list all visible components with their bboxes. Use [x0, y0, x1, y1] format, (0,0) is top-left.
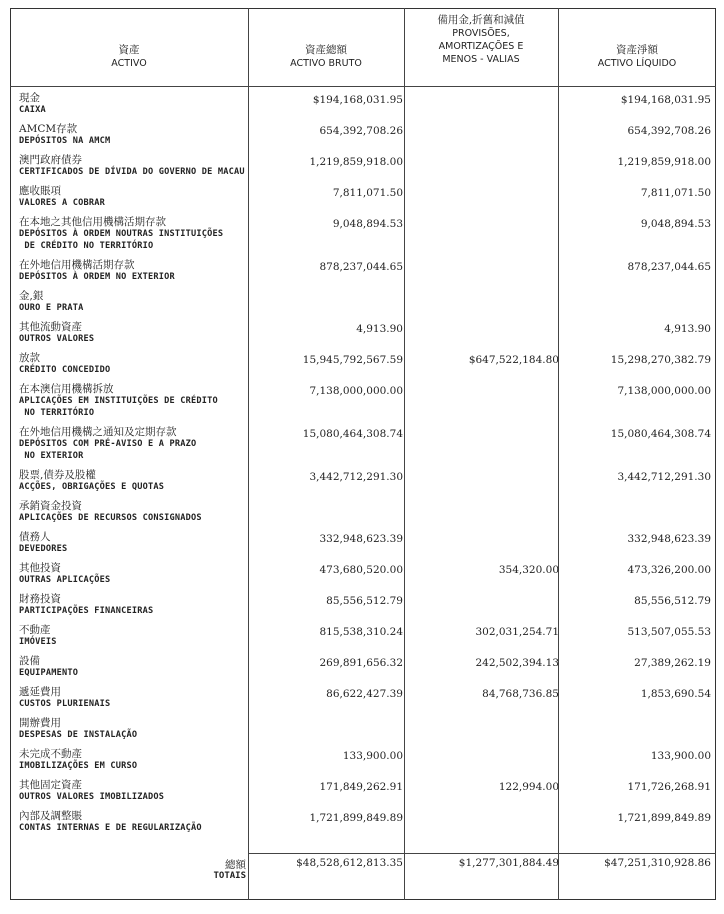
row-label-pt: DEVEDORES — [19, 544, 68, 554]
row-gross-value: 171,849,262.91 — [319, 781, 403, 793]
row-net-value: 7,138,000,000.00 — [617, 385, 711, 397]
row-label-pt: PARTICIPAÇÕES FINANCEIRAS — [19, 606, 154, 616]
totals-net: $47,251,310,928.86 — [604, 857, 711, 869]
header-net-zh: 資產淨額 — [616, 44, 658, 56]
header-asset — [10, 44, 248, 70]
row-net-value: 473,326,200.00 — [627, 564, 711, 576]
row-label-pt: OUTROS VALORES IMOBILIZADOS — [19, 792, 165, 802]
header-net-pt: ACTIVO LÍQUIDO — [597, 58, 677, 69]
row-label-pt: DEPÓSITOS À ORDEM NO EXTERIOR — [19, 272, 175, 282]
table-row — [10, 92, 716, 123]
row-gross-value: 15,080,464,308.74 — [302, 428, 403, 440]
table-row — [10, 686, 716, 717]
row-gross-value: 815,538,310.24 — [319, 626, 403, 638]
row-label-zh: 未完成不動產 — [19, 748, 82, 760]
row-label-pt: APLICAÇÕES EM INSTITUIÇÕES DE CRÉDITO NO TERRITÓRIO — [19, 396, 218, 418]
row-net-value: 15,080,464,308.74 — [610, 428, 711, 440]
header-asset-zh: 資產 — [118, 44, 140, 56]
row-label-zh: 在本地之其他信用機構活期存款 — [19, 216, 166, 228]
row-net-value: $194,168,031.95 — [620, 94, 711, 106]
row-gross-value: 15,945,792,567.59 — [302, 354, 403, 366]
row-label-pt: DEPÓSITOS À ORDEM NOUTRAS INSTITUIÇÕES DE CRÉDITO NO TERRITÓRIO — [19, 229, 224, 251]
table-row — [10, 469, 716, 500]
row-net-value: 1,853,690.54 — [640, 688, 711, 700]
header-provisions-pt3: MENOS - VALIAS — [442, 54, 520, 65]
row-net-value: 133,900.00 — [650, 750, 711, 762]
row-gross-value: 7,811,071.50 — [332, 187, 403, 199]
row-gross-value: 85,556,512.79 — [326, 595, 403, 607]
row-gross-value: $194,168,031.95 — [312, 94, 403, 106]
table-row — [10, 290, 716, 321]
row-gross-value: 878,237,044.65 — [319, 261, 403, 273]
row-net-value: 4,913.90 — [664, 323, 711, 335]
header-divider — [10, 86, 716, 87]
row-provisions-value: 302,031,254.71 — [475, 626, 559, 638]
table-row — [10, 154, 716, 185]
row-net-value: 9,048,894.53 — [640, 218, 711, 230]
header-provisions-zh: 備用金,折舊和減值 — [437, 14, 525, 26]
row-label-zh: 其他投資 — [19, 562, 61, 574]
row-label-zh: 放款 — [19, 352, 40, 364]
row-label-pt: CERTIFICADOS DE DÍVIDA DO GOVERNO DE MACAU — [19, 167, 245, 177]
table-row — [10, 123, 716, 154]
row-label-pt: OURO E PRATA — [19, 303, 84, 313]
row-label-pt: CAIXA — [19, 105, 46, 115]
row-label-zh: 開辦費用 — [19, 717, 61, 729]
totals-label-zh: 總額 — [225, 859, 246, 871]
row-label-pt: CRÉDITO CONCEDIDO — [19, 365, 111, 375]
row-gross-value: 654,392,708.26 — [319, 125, 403, 137]
table-row — [10, 593, 716, 624]
row-gross-value: 1,219,859,918.00 — [309, 156, 403, 168]
header-provisions-pt2: AMORTIZAÇÕES E — [438, 41, 524, 52]
totals-row — [10, 857, 716, 887]
table-row — [10, 810, 716, 841]
row-label-zh: 金,銀 — [19, 290, 44, 302]
table-row — [10, 383, 716, 426]
table-row — [10, 562, 716, 593]
header-gross-zh: 資產總額 — [305, 44, 347, 56]
row-gross-value: 7,138,000,000.00 — [309, 385, 403, 397]
row-gross-value: 9,048,894.53 — [332, 218, 403, 230]
header-provisions — [404, 14, 558, 66]
row-provisions-value: 242,502,394.13 — [475, 657, 559, 669]
table-row — [10, 352, 716, 383]
row-gross-value: 86,622,427.39 — [326, 688, 403, 700]
row-net-value: 1,219,859,918.00 — [617, 156, 711, 168]
row-label-zh: 債務人 — [19, 531, 51, 543]
row-label-zh: 應收賬項 — [19, 185, 61, 197]
row-net-value: 332,948,623.39 — [627, 533, 711, 545]
row-label-pt: OUTROS VALORES — [19, 334, 95, 344]
row-label-pt: IMÓVEIS — [19, 637, 57, 647]
table-row — [10, 216, 716, 259]
row-label-zh: 現金 — [19, 92, 40, 104]
totals-divider — [248, 853, 716, 854]
row-gross-value: 1,721,899,849.89 — [309, 812, 403, 824]
table-row — [10, 624, 716, 655]
row-net-value: 654,392,708.26 — [627, 125, 711, 137]
table-row — [10, 717, 716, 748]
row-label-pt: DEPÓSITOS COM PRÉ-AVISO E A PRAZO NO EXTERIOR — [19, 439, 197, 461]
totals-label-pt: TOTAIS — [213, 871, 246, 881]
row-label-zh: 內部及調整賬 — [19, 810, 82, 822]
table-row — [10, 500, 716, 531]
row-provisions-value: 122,994.00 — [498, 781, 559, 793]
row-label-pt: CONTAS INTERNAS E DE REGULARIZAÇÃO — [19, 823, 202, 833]
row-net-value: 15,298,270,382.79 — [610, 354, 711, 366]
row-gross-value: 332,948,623.39 — [319, 533, 403, 545]
table-row — [10, 426, 716, 469]
table-row — [10, 185, 716, 216]
row-net-value: 27,389,262.19 — [634, 657, 711, 669]
row-gross-value: 133,900.00 — [342, 750, 403, 762]
table-row — [10, 779, 716, 810]
row-label-pt: IMOBILIZAÇÕES EM CURSO — [19, 761, 138, 771]
row-label-pt: ACÇÕES, OBRIGAÇÕES E QUOTAS — [19, 482, 165, 492]
row-provisions-value: 84,768,736.85 — [482, 688, 559, 700]
row-net-value: 7,811,071.50 — [640, 187, 711, 199]
row-label-zh: 不動產 — [19, 624, 51, 636]
table-row — [10, 531, 716, 562]
row-gross-value: 3,442,712,291.30 — [309, 471, 403, 483]
table-row — [10, 748, 716, 779]
row-label-zh: 股票,債券及股權 — [19, 469, 96, 481]
header-gross — [248, 44, 404, 70]
row-label-zh: 其他流動資產 — [19, 321, 82, 333]
row-gross-value: 473,680,520.00 — [319, 564, 403, 576]
table-row — [10, 655, 716, 686]
row-gross-value: 4,913.90 — [356, 323, 403, 335]
row-net-value: 3,442,712,291.30 — [617, 471, 711, 483]
row-net-value: 85,556,512.79 — [634, 595, 711, 607]
row-label-pt: DESPESAS DE INSTALAÇÃO — [19, 730, 138, 740]
header-asset-pt: ACTIVO — [111, 58, 147, 69]
row-label-zh: AMCM存款 — [19, 123, 78, 135]
row-label-zh: 承銷資金投資 — [19, 500, 82, 512]
header-net — [558, 44, 716, 70]
row-label-zh: 在外地信用機構之通知及定期存款 — [19, 426, 177, 438]
row-label-zh: 在外地信用機構活期存款 — [19, 259, 135, 271]
row-label-zh: 澳門政府債券 — [19, 154, 82, 166]
row-net-value: 513,507,055.53 — [627, 626, 711, 638]
totals-provisions: $1,277,301,884.49 — [458, 857, 559, 869]
header-gross-pt: ACTIVO BRUTO — [290, 58, 362, 69]
row-label-pt: VALORES A COBRAR — [19, 198, 105, 208]
totals-gross: $48,528,612,813.35 — [296, 857, 403, 869]
row-net-value: 1,721,899,849.89 — [617, 812, 711, 824]
row-provisions-value: $647,522,184.80 — [468, 354, 559, 366]
header-provisions-pt1: PROVISÕES, — [452, 28, 510, 39]
row-label-zh: 其他固定資產 — [19, 779, 82, 791]
table-row — [10, 259, 716, 290]
row-net-value: 171,726,268.91 — [627, 781, 711, 793]
row-label-zh: 遞延費用 — [19, 686, 61, 698]
row-label-pt: EQUIPAMENTO — [19, 668, 79, 678]
row-label-zh: 財務投資 — [19, 593, 61, 605]
row-net-value: 878,237,044.65 — [627, 261, 711, 273]
row-label-pt: DEPÓSITOS NA AMCM — [19, 136, 111, 146]
row-label-pt: APLICAÇÕES DE RECURSOS CONSIGNADOS — [19, 513, 202, 523]
row-label-pt: CUSTOS PLURIENAIS — [19, 699, 111, 709]
row-label-zh: 設備 — [19, 655, 40, 667]
table-row — [10, 321, 716, 352]
row-gross-value: 269,891,656.32 — [319, 657, 403, 669]
row-label-zh: 在本澳信用機構拆放 — [19, 383, 114, 395]
row-provisions-value: 354,320.00 — [498, 564, 559, 576]
row-label-pt: OUTRAS APLICAÇÕES — [19, 575, 111, 585]
